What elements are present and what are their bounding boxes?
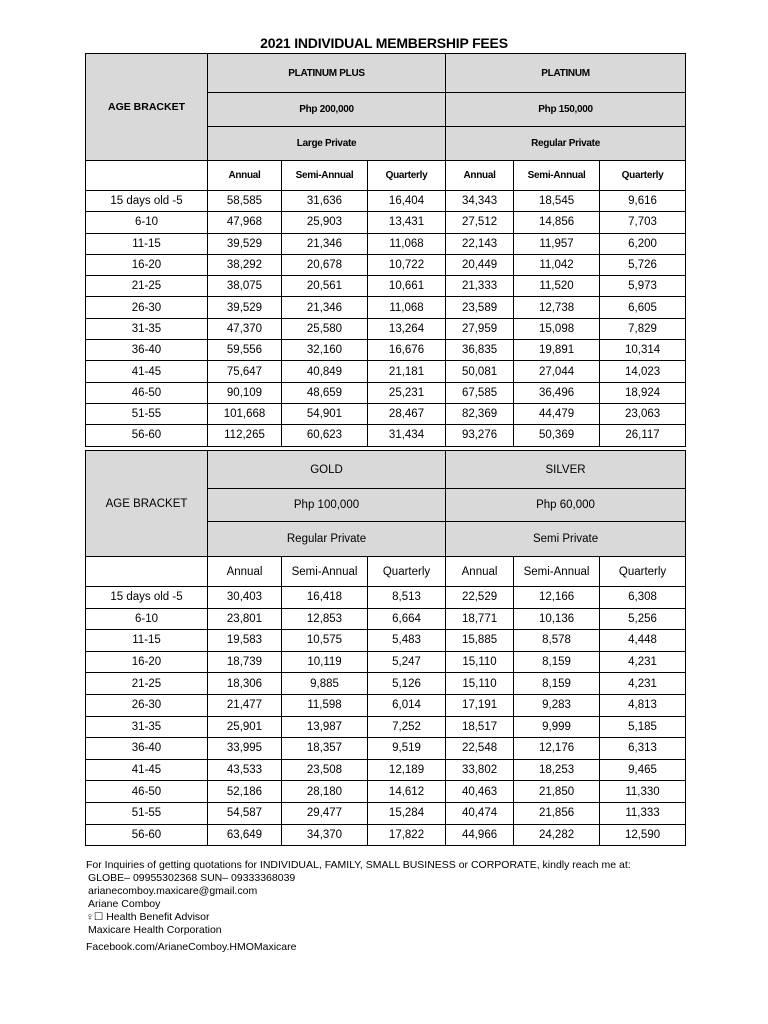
fee-cell: 6,313	[600, 738, 686, 760]
fee-cell: 22,529	[446, 587, 514, 609]
fee-cell: 6,200	[600, 233, 686, 254]
fee-cell: 40,849	[282, 361, 368, 382]
fee-cell: 21,856	[514, 802, 600, 824]
fee-cell: 34,370	[282, 824, 368, 846]
fee-cell: 43,533	[208, 759, 282, 781]
table-row	[86, 191, 686, 212]
fee-cell: 16,404	[368, 191, 446, 212]
fee-cell: 23,801	[208, 608, 282, 630]
fee-cell: 27,959	[446, 318, 514, 339]
fee-cell: 9,283	[514, 694, 600, 716]
age-bracket-cell: 36-40	[86, 340, 208, 361]
fee-cell: 39,529	[208, 233, 282, 254]
fee-cell: 18,739	[208, 651, 282, 673]
fee-cell: 21,850	[514, 781, 600, 803]
fee-cell: 23,589	[446, 297, 514, 318]
fee-cell: 34,343	[446, 191, 514, 212]
fee-cell: 18,253	[514, 759, 600, 781]
table-row	[86, 759, 686, 781]
age-bracket-cell: 36-40	[86, 738, 208, 760]
fee-cell: 15,284	[368, 802, 446, 824]
column-header: Semi-Annual	[514, 161, 600, 191]
table-row	[86, 824, 686, 846]
fee-cell: 20,561	[282, 276, 368, 297]
fee-cell: 32,160	[282, 340, 368, 361]
fee-cell: 6,605	[600, 297, 686, 318]
plan-amount: Php 60,000	[446, 489, 686, 522]
age-bracket-cell: 16-20	[86, 651, 208, 673]
fee-cell: 5,973	[600, 276, 686, 297]
column-header: Annual	[446, 161, 514, 191]
fee-cell: 23,063	[600, 403, 686, 424]
column-header: Quarterly	[600, 557, 686, 587]
fee-cell: 6,664	[368, 608, 446, 630]
table-row	[86, 781, 686, 803]
fee-cell: 48,659	[282, 382, 368, 403]
fee-cell: 52,186	[208, 781, 282, 803]
fee-cell: 31,434	[368, 425, 446, 446]
fee-cell: 6,308	[600, 587, 686, 609]
plan-name: PLATINUM	[446, 54, 686, 93]
fee-cell: 67,585	[446, 382, 514, 403]
facebook-link[interactable]: Facebook.com/ArianeComboy.HMOMaxicare	[86, 941, 297, 953]
fee-cell: 29,477	[282, 802, 368, 824]
age-bracket-cell: 26-30	[86, 694, 208, 716]
table-row	[86, 651, 686, 673]
age-bracket-cell: 6-10	[86, 608, 208, 630]
fee-cell: 16,676	[368, 340, 446, 361]
age-bracket-cell: 11-15	[86, 233, 208, 254]
fee-cell: 18,771	[446, 608, 514, 630]
age-bracket-cell: 11-15	[86, 630, 208, 652]
age-bracket-cell: 46-50	[86, 382, 208, 403]
age-bracket-cell: 41-45	[86, 361, 208, 382]
fee-cell: 9,616	[600, 191, 686, 212]
fee-cell: 12,853	[282, 608, 368, 630]
age-bracket-cell: 31-35	[86, 716, 208, 738]
fee-cell: 12,166	[514, 587, 600, 609]
fee-cell: 27,512	[446, 212, 514, 233]
fee-cell: 5,483	[368, 630, 446, 652]
fee-cell: 11,330	[600, 781, 686, 803]
fee-cell: 23,508	[282, 759, 368, 781]
fee-cell: 17,822	[368, 824, 446, 846]
fee-cell: 40,463	[446, 781, 514, 803]
fee-cell: 8,159	[514, 673, 600, 695]
fee-cell: 33,995	[208, 738, 282, 760]
plan-room: Regular Private	[446, 127, 686, 161]
fee-cell: 44,479	[514, 403, 600, 424]
age-bracket-cell: 46-50	[86, 781, 208, 803]
fee-cell: 7,252	[368, 716, 446, 738]
fee-cell: 9,885	[282, 673, 368, 695]
contact-name: Ariane Comboy	[88, 898, 161, 910]
fee-cell: 90,109	[208, 382, 282, 403]
plan-room: Large Private	[208, 127, 446, 161]
age-bracket-cell: 26-30	[86, 297, 208, 318]
table-row	[86, 254, 686, 275]
fee-cell: 18,545	[514, 191, 600, 212]
fee-cell: 112,265	[208, 425, 282, 446]
fee-cell: 63,649	[208, 824, 282, 846]
fee-cell: 15,110	[446, 651, 514, 673]
fee-cell: 10,119	[282, 651, 368, 673]
column-header: Semi-Annual	[514, 557, 600, 587]
fee-cell: 14,023	[600, 361, 686, 382]
table-row	[86, 802, 686, 824]
fee-cell: 28,467	[368, 403, 446, 424]
empty-cell	[86, 161, 208, 191]
fee-cell: 15,098	[514, 318, 600, 339]
fee-cell: 33,802	[446, 759, 514, 781]
table-row	[86, 318, 686, 339]
fee-cell: 36,496	[514, 382, 600, 403]
fee-cell: 17,191	[446, 694, 514, 716]
column-header: Semi-Annual	[282, 161, 368, 191]
fee-cell: 12,738	[514, 297, 600, 318]
phone-numbers: GLOBE– 09955302368 SUN– 09333368039	[88, 872, 296, 884]
age-bracket-cell: 56-60	[86, 824, 208, 846]
fee-cell: 25,903	[282, 212, 368, 233]
company-name: Maxicare Health Corporation	[88, 924, 222, 936]
fee-cell: 9,999	[514, 716, 600, 738]
fee-cell: 5,256	[600, 608, 686, 630]
age-bracket-header: AGE BRACKET	[86, 451, 208, 557]
fee-cell: 4,813	[600, 694, 686, 716]
age-bracket-cell: 6-10	[86, 212, 208, 233]
fee-cell: 11,520	[514, 276, 600, 297]
fee-cell: 11,957	[514, 233, 600, 254]
fee-cell: 18,306	[208, 673, 282, 695]
fee-cell: 47,370	[208, 318, 282, 339]
table-row	[86, 233, 686, 254]
column-header: Annual	[446, 557, 514, 587]
fee-cell: 26,117	[600, 425, 686, 446]
fee-cell: 28,180	[282, 781, 368, 803]
fee-cell: 60,623	[282, 425, 368, 446]
age-bracket-cell: 51-55	[86, 403, 208, 424]
fee-cell: 15,110	[446, 673, 514, 695]
table-row	[86, 276, 686, 297]
fee-cell: 21,181	[368, 361, 446, 382]
plan-amount: Php 200,000	[208, 93, 446, 127]
fee-cell: 22,548	[446, 738, 514, 760]
fee-cell: 4,231	[600, 673, 686, 695]
plan-name: PLATINUM PLUS	[208, 54, 446, 93]
column-header: Quarterly	[368, 161, 446, 191]
plan-name: GOLD	[208, 451, 446, 489]
fee-cell: 18,924	[600, 382, 686, 403]
contact-role: ♀☐ Health Benefit Advisor	[86, 911, 210, 923]
table-row	[86, 673, 686, 695]
fee-cell: 18,357	[282, 738, 368, 760]
plan-name: SILVER	[446, 451, 686, 489]
fee-cell: 12,189	[368, 759, 446, 781]
fee-cell: 5,726	[600, 254, 686, 275]
age-bracket-cell: 51-55	[86, 802, 208, 824]
fee-cell: 27,044	[514, 361, 600, 382]
fee-cell: 19,891	[514, 340, 600, 361]
age-bracket-cell: 41-45	[86, 759, 208, 781]
fee-cell: 38,075	[208, 276, 282, 297]
fee-cell: 10,314	[600, 340, 686, 361]
fee-cell: 30,403	[208, 587, 282, 609]
fee-cell: 11,068	[368, 297, 446, 318]
fee-cell: 10,575	[282, 630, 368, 652]
fee-cell: 8,513	[368, 587, 446, 609]
fee-cell: 5,126	[368, 673, 446, 695]
empty-cell	[86, 557, 208, 587]
fee-cell: 54,901	[282, 403, 368, 424]
fee-cell: 15,885	[446, 630, 514, 652]
fee-cell: 12,176	[514, 738, 600, 760]
fee-cell: 21,333	[446, 276, 514, 297]
fee-cell: 18,517	[446, 716, 514, 738]
fee-cell: 21,346	[282, 233, 368, 254]
fee-cell: 14,856	[514, 212, 600, 233]
age-bracket-cell: 15 days old -5	[86, 191, 208, 212]
plan-amount: Php 150,000	[446, 93, 686, 127]
fee-cell: 13,264	[368, 318, 446, 339]
table-row	[86, 716, 686, 738]
table-row	[86, 403, 686, 424]
age-bracket-cell: 56-60	[86, 425, 208, 446]
email-address: arianecomboy.maxicare@gmail.com	[88, 885, 258, 897]
fee-cell: 4,448	[600, 630, 686, 652]
fee-cell: 9,519	[368, 738, 446, 760]
fee-cell: 12,590	[600, 824, 686, 846]
fee-cell: 36,835	[446, 340, 514, 361]
fee-cell: 5,185	[600, 716, 686, 738]
fee-cell: 14,612	[368, 781, 446, 803]
fees-table-platinum	[85, 53, 686, 447]
fee-cell: 19,583	[208, 630, 282, 652]
fee-cell: 93,276	[446, 425, 514, 446]
table-row	[86, 608, 686, 630]
contact-footer	[86, 859, 631, 954]
fee-cell: 16,418	[282, 587, 368, 609]
fee-cell: 21,346	[282, 297, 368, 318]
fee-cell: 13,987	[282, 716, 368, 738]
table-row	[86, 587, 686, 609]
fee-cell: 58,585	[208, 191, 282, 212]
fee-cell: 10,661	[368, 276, 446, 297]
table-row	[86, 738, 686, 760]
fee-cell: 10,136	[514, 608, 600, 630]
table-row	[86, 212, 686, 233]
fee-cell: 11,333	[600, 802, 686, 824]
fee-cell: 5,247	[368, 651, 446, 673]
table-row	[86, 382, 686, 403]
fee-cell: 22,143	[446, 233, 514, 254]
fee-cell: 8,578	[514, 630, 600, 652]
age-bracket-header: AGE BRACKET	[86, 54, 208, 161]
age-bracket-cell: 31-35	[86, 318, 208, 339]
fee-cell: 40,474	[446, 802, 514, 824]
table-row	[86, 361, 686, 382]
age-bracket-cell: 21-25	[86, 276, 208, 297]
inquiry-text: For Inquiries of getting quotations for INDIVIDUAL, FAMILY, SMALL BUSINESS or CORPORATE, kindly reach me at:	[86, 859, 631, 871]
fee-cell: 59,556	[208, 340, 282, 361]
age-bracket-cell: 21-25	[86, 673, 208, 695]
plan-room: Semi Private	[446, 522, 686, 557]
column-header: Annual	[208, 557, 282, 587]
fee-cell: 10,722	[368, 254, 446, 275]
fee-cell: 7,829	[600, 318, 686, 339]
fee-cell: 47,968	[208, 212, 282, 233]
column-header: Semi-Annual	[282, 557, 368, 587]
fee-cell: 82,369	[446, 403, 514, 424]
fee-cell: 9,465	[600, 759, 686, 781]
fee-cell: 38,292	[208, 254, 282, 275]
column-header: Annual	[208, 161, 282, 191]
fee-cell: 6,014	[368, 694, 446, 716]
fee-cell: 7,703	[600, 212, 686, 233]
fee-cell: 4,231	[600, 651, 686, 673]
table-row	[86, 297, 686, 318]
fees-table-gold-silver	[85, 450, 686, 846]
plan-amount: Php 100,000	[208, 489, 446, 522]
age-bracket-cell: 15 days old -5	[86, 587, 208, 609]
fee-cell: 25,580	[282, 318, 368, 339]
fee-cell: 25,901	[208, 716, 282, 738]
fee-cell: 20,449	[446, 254, 514, 275]
plan-room: Regular Private	[208, 522, 446, 557]
fee-cell: 44,966	[446, 824, 514, 846]
fee-cell: 31,636	[282, 191, 368, 212]
column-header: Quarterly	[600, 161, 686, 191]
fee-cell: 8,159	[514, 651, 600, 673]
table-row	[86, 340, 686, 361]
fee-cell: 13,431	[368, 212, 446, 233]
table-row	[86, 630, 686, 652]
column-header: Quarterly	[368, 557, 446, 587]
table-row	[86, 694, 686, 716]
fee-cell: 75,647	[208, 361, 282, 382]
table-row	[86, 425, 686, 446]
fee-cell: 11,598	[282, 694, 368, 716]
fee-cell: 11,042	[514, 254, 600, 275]
fee-cell: 21,477	[208, 694, 282, 716]
fee-cell: 101,668	[208, 403, 282, 424]
fee-cell: 50,369	[514, 425, 600, 446]
fee-cell: 20,678	[282, 254, 368, 275]
fee-cell: 11,068	[368, 233, 446, 254]
fee-cell: 50,081	[446, 361, 514, 382]
document-title: 2021 INDIVIDUAL MEMBERSHIP FEES	[260, 35, 508, 51]
fee-cell: 25,231	[368, 382, 446, 403]
age-bracket-cell: 16-20	[86, 254, 208, 275]
fee-cell: 54,587	[208, 802, 282, 824]
fee-cell: 39,529	[208, 297, 282, 318]
fee-cell: 24,282	[514, 824, 600, 846]
